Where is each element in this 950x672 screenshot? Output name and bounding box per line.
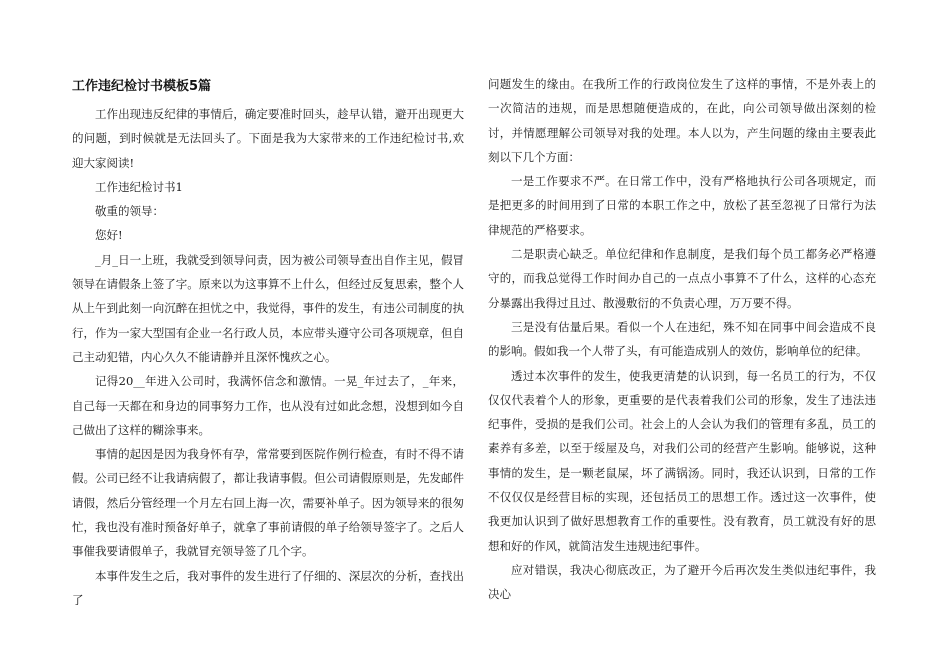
paragraph: 三是没有估量后果。看似一个人在违纪，殊不知在同事中间会造成不良的影响。假如我一个人带了头，有可能造成别人的效仿，影响单位的纪律。 <box>488 319 876 359</box>
left-column <box>72 70 464 612</box>
paragraph: 记得20__年进入公司时，我满怀信念和激情。一晃_年过去了，_年来，自己每一天都在和身边的同事努力工作，也从没有过如此念想，没想到如今自己做出了这样的糊涂事来。 <box>72 374 464 437</box>
paragraph: _月_日一上班，我就受到领导问责，因为被公司领导查出自作主见，假冒领导在请假条上签了字。原来以为这事算不上什么，但经过反复思索，整个人从上午到此刻一向沉醉在担忧之中，我觉得，事件的发生，有违公司制度的执行，作为一家大型国有企业一名行政人员，本应带头遵守公司各项规章，但自己主动犯错，内心久久不能请静并且深怀愧疚之心。 <box>72 252 464 364</box>
paragraph: 应对错误，我决心彻底改正，为了避开今后再次发生类似违纪事件，我决心 <box>488 562 876 602</box>
paragraph: 工作出现违反纪律的事情后，确定要准时回头，趁早认错，避开出现更大的问题，到时候就是无法回头了。下面是我为大家带来的工作违纪检讨书,欢迎大家阅读! <box>72 107 464 170</box>
greeting: 您好! <box>95 228 123 243</box>
salutation: 敬重的领导： <box>95 204 164 219</box>
section-heading: 工作违纪检讨书1 <box>95 179 183 194</box>
paragraph: 透过本次事件的发生，使我更清楚的认识到，每一名员工的行为，不仅仅仅代表着个人的形象，更重要的是代表着我们公司的形象，发生了违法违纪事件，受损的是我们公司。社会上的人会认为我们的管理有多乱，员工的素养有多差，以至于绥屋及乌，对我们公司的经营产生影响。能够说，这种事情的发生，是一颗老鼠屎，坏了满锅汤。同时，我还认识到，日常的工作不仅仅仅是经营目标的实现，还包括员工的思想工作。透过这一次事件，使我更加认识到了做好思想教育工作的重要性。没有教育，员工就没有好的思想和好的作风，就简洁发生违规违纪事件。 <box>488 368 876 553</box>
paragraph-continued: 问题发生的缘由。在我所工作的行政岗位发生了这样的事情，不是外表上的一次简洁的违规，而是思想随便造成的，在此，向公司领导做出深刻的检讨，并情愿理解公司领导对我的处理。本人以为，产生问题的缘由主要表此刻以下几个方面： <box>488 77 876 164</box>
right-column <box>488 70 876 607</box>
paragraph: 二是职责心缺乏。单位纪律和作息制度，是我们每个员工都务必严格遵守的，而我总觉得工作时间办自己的一点点小事算不了什么，这样的心态充分暴露出我得过且过、散漫敷衍的不负责心理，万万要不得。 <box>488 247 876 310</box>
paragraph: 一是工作要求不严。在日常工作中，没有严格地执行公司各项规定，而是把更多的时间用到了日常的本职工作之中，放松了甚至忽视了日常行为法律规范的严格要求。 <box>488 174 876 237</box>
document-title: 工作违纪检讨书模板5篇 <box>72 79 212 94</box>
paragraph: 本事件发生之后，我对事件的发生进行了仔细的、深层次的分析，查找出了 <box>72 568 464 607</box>
paragraph: 事情的起因是因为我身怀有孕，常常要到医院作例行检查，有时不得不请假。公司已经不让我请病假了，都让我请事假。但公司请假原则是，先发邮件请假，然后分管经理一个月左右回上海一次，需要补单子。因为领导来的很匆忙，我也没有准时预备好单子，就拿了事前请假的单子给领导签字了。之后人事催我要请假单子，我就冒充领导签了几个字。 <box>72 447 464 559</box>
